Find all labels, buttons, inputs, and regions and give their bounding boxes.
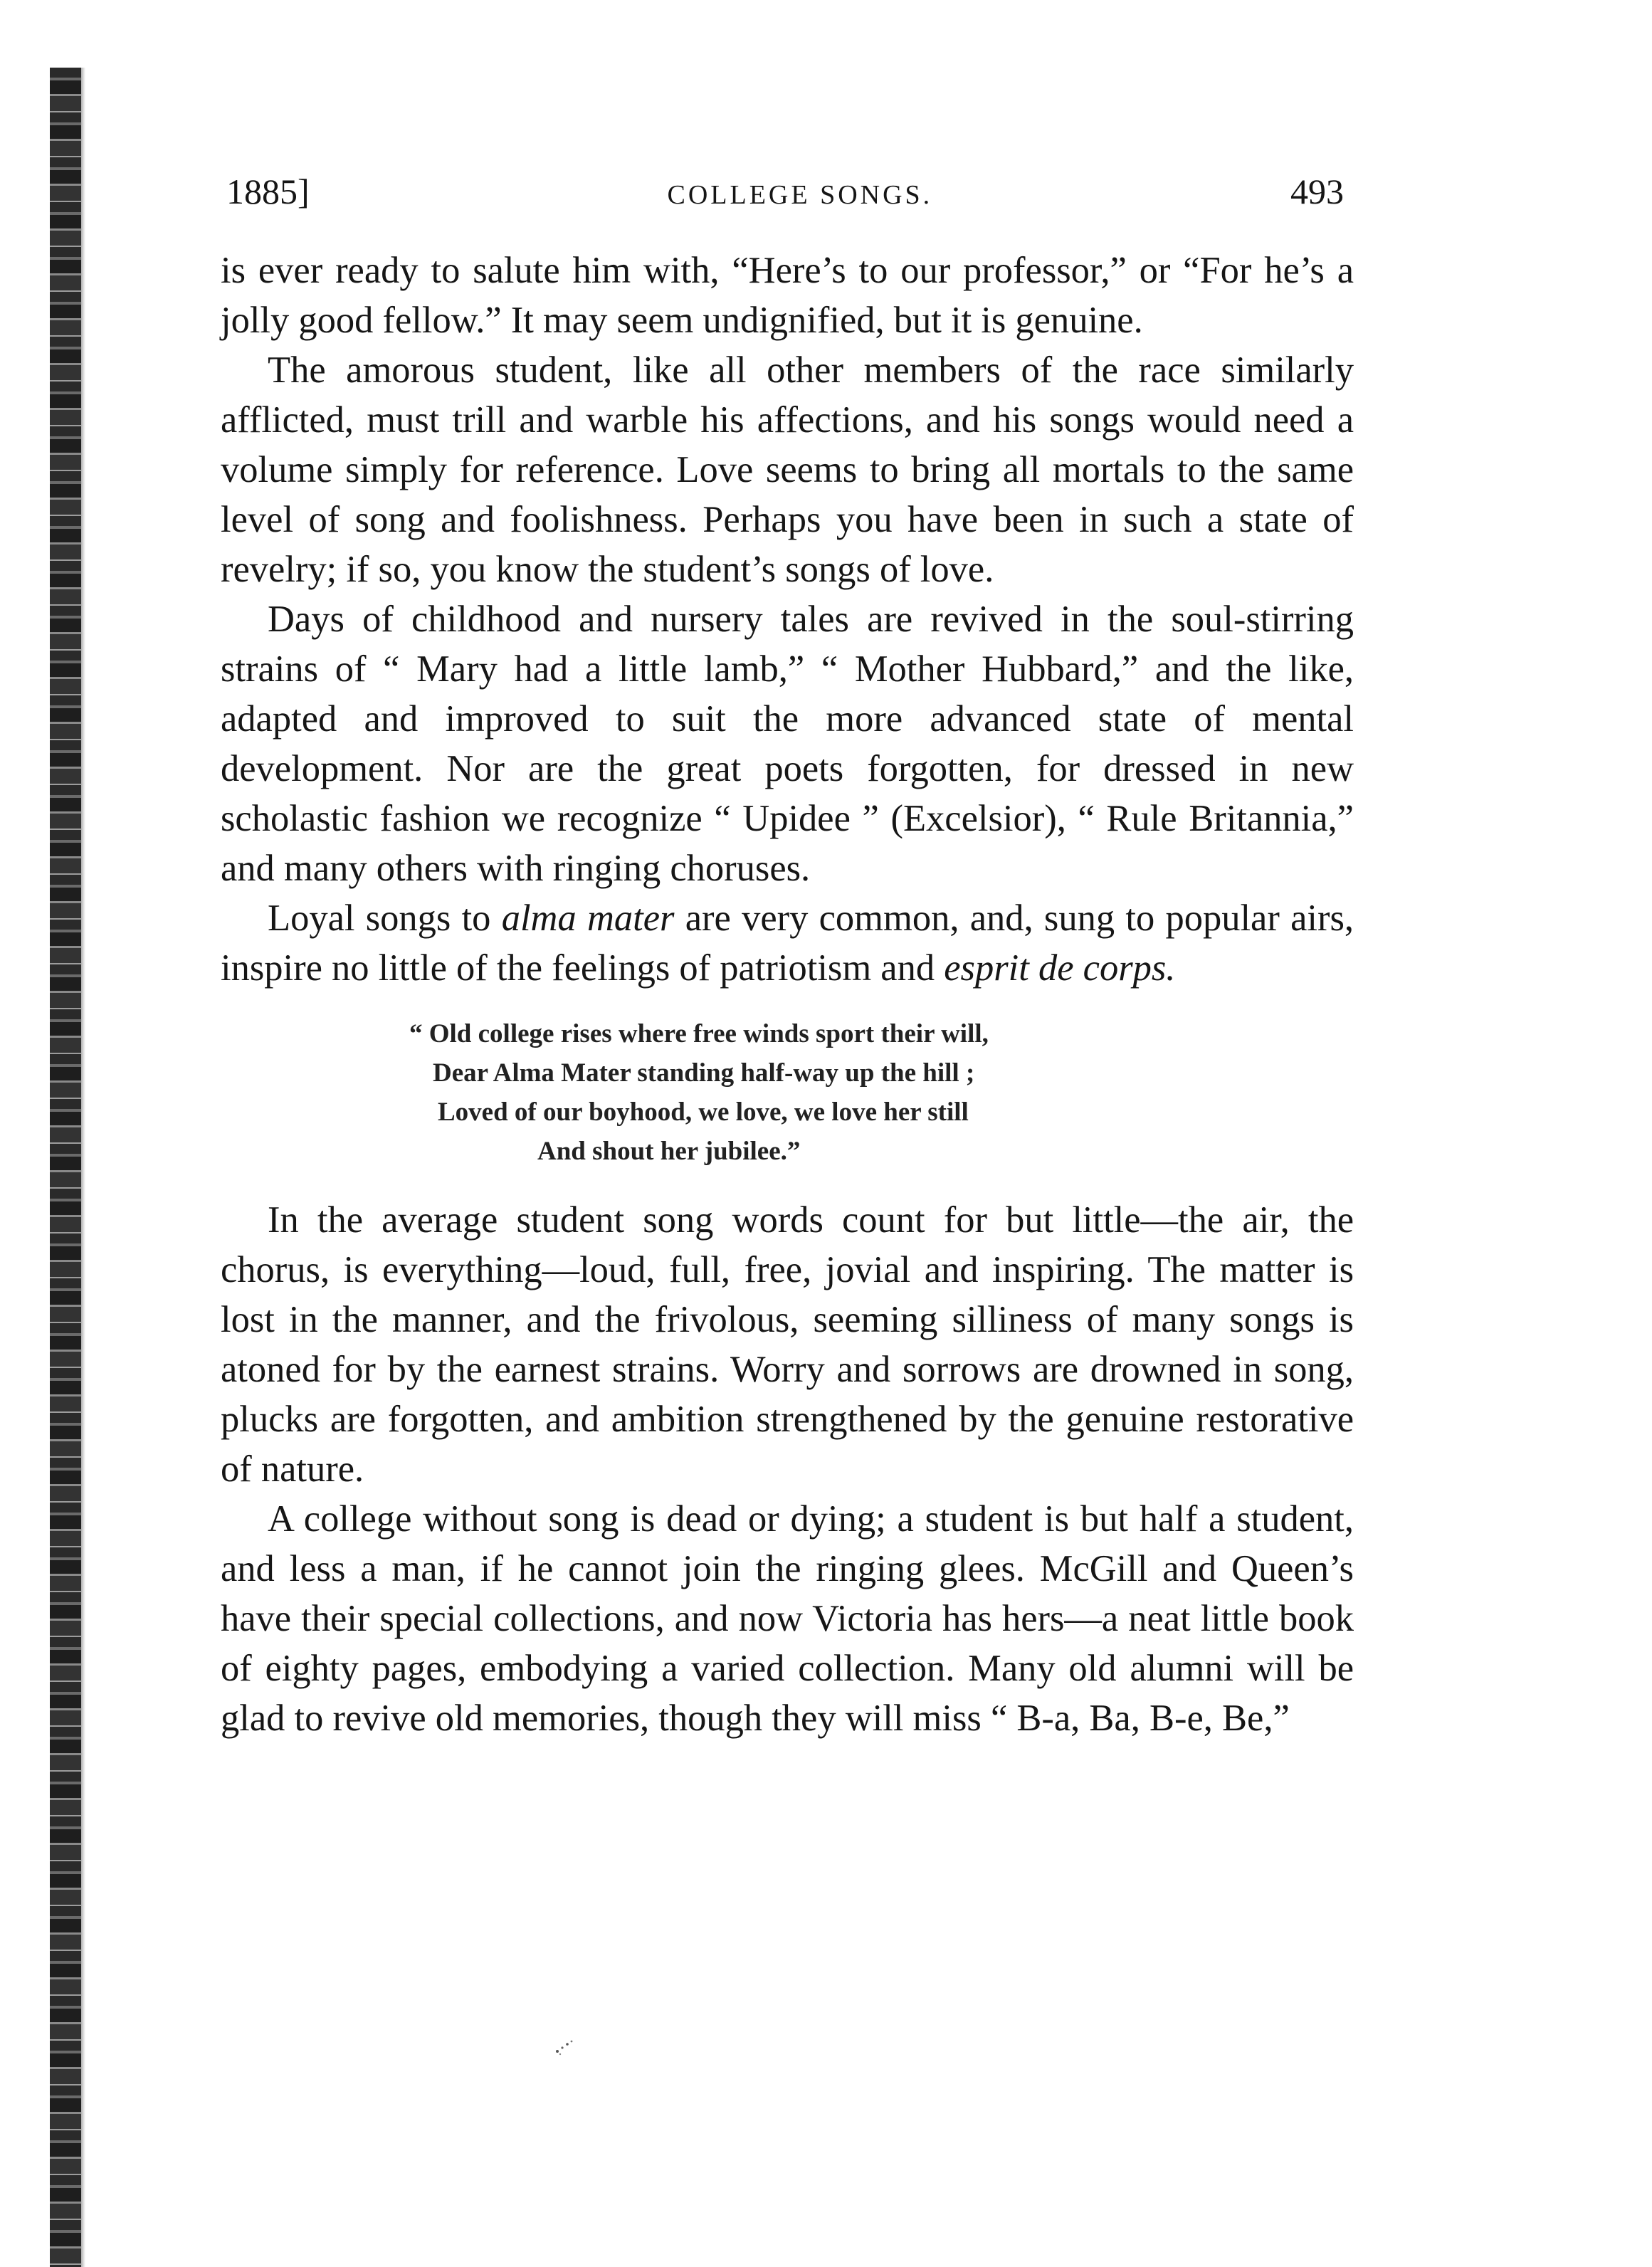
paragraph-4 bbox=[221, 893, 1354, 993]
paragraph-6: A college without song is dead or dying; a student is but half a student, and less a man, if he cannot join the ringing glees. McGill and Queen’s have their special collections, and now Victoria has hers—a neat little book of eighty pages, embodying a varied collection. Many old alumni will be glad to revive old memories, though they will miss “ B-a, Ba, B-e, Be,” bbox=[221, 1498, 1354, 1739]
paragraph-1: is ever ready to salute him with, “Here’s to our professor,” or “For he’s a jolly good fellow.” It may seem undignified, but it is genuine. bbox=[221, 250, 1354, 341]
page-body bbox=[221, 246, 1354, 1743]
verse-line-3: Loved of our boyhood, we love, we love her still bbox=[438, 1098, 969, 1127]
paragraph-4-italic-alma-mater: alma mater bbox=[501, 898, 675, 939]
page-number: 493 bbox=[1290, 172, 1344, 211]
header-title: COLLEGE SONGS. bbox=[667, 180, 933, 210]
paragraph-2: The amorous student, like all other members of the race similarly afflicted, must trill and warble his affections, and his songs would need a volume simply for reference. Love seems to bring all mortals to the same level of song and foolishness. Perhaps you have been in such a state of revelry; if so, you know the student’s songs of love. bbox=[221, 349, 1354, 590]
verse-quotation bbox=[221, 1014, 1354, 1171]
running-header bbox=[226, 171, 1344, 221]
header-year: 1885] bbox=[226, 172, 310, 211]
page-binding-edge bbox=[50, 68, 81, 2267]
verse-line-2: Dear Alma Mater standing half-way up the hill ; bbox=[433, 1058, 975, 1088]
paragraph-4-italic-esprit: esprit de corps. bbox=[944, 947, 1176, 989]
paragraph-4-text-b: are very common, and, sung to popular airs, inspire no little of the feelings of patriotism and bbox=[221, 898, 1354, 989]
paragraph-4-text-a: Loyal songs to bbox=[268, 898, 502, 939]
verse-line-4: And shout her jubilee.” bbox=[537, 1137, 801, 1166]
paragraph-3: Days of childhood and nursery tales are revived in the soul-stirring strains of “ Mary had a little lamb,” “ Mother Hubbard,” and the like, adapted and improved to suit the more advanced state of mental development. Nor are the great poets forgotten, for dressed in new scholastic fashion we recognize “ Upidee ” (Excelsior), “ Rule Britannia,” and many others with ringing choruses. bbox=[221, 599, 1354, 889]
verse-line-1: “ Old college rises where free winds sport their will, bbox=[409, 1019, 989, 1048]
paragraph-5: In the average student song words count for but little—the air, the chorus, is everything—loud, full, free, jovial and inspiring. The matter is lost in the manner, and the frivolous, seeming silliness of many songs is atoned for by the earnest strains. Worry and sorrows are drowned in song, plucks are forgotten, and ambition strengthened by the genuine restorative of nature. bbox=[221, 1199, 1354, 1490]
ink-speck-mark bbox=[552, 2036, 580, 2057]
